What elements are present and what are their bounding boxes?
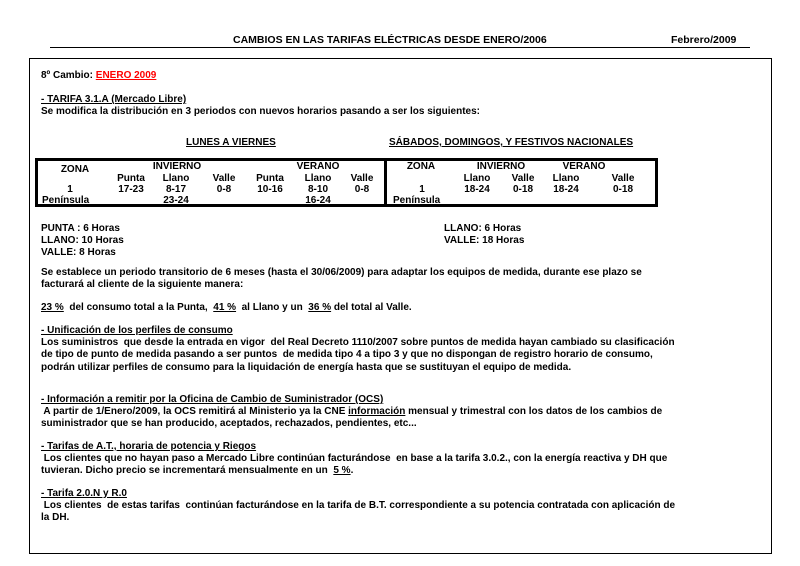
right-hours: 18-24 [464, 184, 490, 195]
tarifas-at-line-2 [41, 465, 353, 477]
left-period: Valle [350, 173, 374, 184]
left-zona-value: 1 [67, 184, 73, 195]
right-region: Península [393, 195, 441, 206]
tarifa31-intro: Se modifica la distribución en 3 periodos con nuevos horarios pasando a ser los siguientes: [41, 106, 480, 117]
perfiles-paragraph [41, 337, 760, 374]
left-period: Llano [304, 173, 332, 184]
llano-text: al Llano y un [236, 302, 309, 313]
tarifas-at-text-a: tuvieran. Dicho precio se incrementará mensualmente en un [41, 465, 334, 476]
left-hours: 10-16 [257, 184, 283, 195]
schedule-table-divider [384, 158, 387, 207]
left-hours-extra: 16-24 [305, 195, 331, 206]
punta-percentage: 23 % [41, 302, 64, 313]
ocs-text-b: mensual y trimestral con los datos de los cambios de [405, 406, 663, 417]
right-period: Valle [511, 173, 535, 184]
cambio-line [41, 70, 156, 82]
left-hours-extra: 23-24 [163, 195, 189, 206]
summary-punta: PUNTA : 6 Horas [41, 223, 120, 234]
transitorio-paragraph [41, 267, 760, 292]
right-zona-header: ZONA [406, 161, 436, 172]
right-period: Llano [552, 173, 580, 184]
left-hours: 8-17 [165, 184, 186, 195]
left-period: Punta [256, 173, 284, 184]
tarifas-at-percentage: 5 % [333, 465, 351, 476]
left-hours: 8-10 [307, 184, 328, 195]
right-invierno-header: INVIERNO [476, 161, 526, 172]
left-verano-header: VERANO [296, 161, 340, 172]
transitorio-line: Se establece un periodo transitorio de 6 meses (hasta el 30/06/2009) para adaptar los equipos de medida, durante ese plazo se [41, 267, 642, 278]
left-hours: 0-8 [354, 184, 370, 195]
left-region: Península [42, 195, 90, 206]
summary-weekend-llano: LLANO: 6 Horas [444, 223, 522, 234]
tarifas-at-text-b: . [350, 465, 354, 476]
right-period: Llano [463, 173, 491, 184]
document-title: CAMBIOS EN LAS TARIFAS ELÉCTRICAS DESDE ENERO/2006 [233, 34, 547, 46]
ocs-heading: - Información a remitir por la Oficina de Cambio de Suministrador (OCS) [41, 394, 384, 405]
tarifa31-heading: - TARIFA 3.1.A (Mercado Libre) [41, 94, 187, 105]
cambio-label: ENERO 2009 [95, 70, 157, 81]
tarifas-at-line-1: Los clientes que no hayan paso a Mercado Libre continúan facturándose en base a la tarifa 3.0.2., con la energía reactiva y DH que [41, 453, 668, 464]
perfiles-line: podrán utilizar perfiles de consumo para la liquidación de energía hasta que se sustituyan el equipo de medida. [41, 361, 572, 373]
valle-percentage: 36 % [308, 302, 332, 313]
tarifas-at-heading: - Tarifas de A.T., horaria de potencia y Riegos [41, 441, 257, 452]
document-date: Febrero/2009 [671, 34, 737, 46]
summary-valle: VALLE: 8 Horas [41, 247, 116, 258]
tarifa20-line-2: la DH. [41, 512, 70, 523]
ocs-line-2: suministrador que se han producido, aceptados, rechazados, pendientes, etc... [41, 418, 417, 429]
schedule-weekdays-header: LUNES A VIERNES [186, 137, 276, 148]
right-verano-header: VERANO [562, 161, 606, 172]
left-invierno-header: INVIERNO [152, 161, 202, 172]
left-zona-header: ZONA [60, 164, 90, 175]
ocs-line-1 [41, 406, 662, 418]
ocs-text-a: A partir de 1/Enero/2009, la OCS remitirá al Ministerio ya la CNE [41, 406, 349, 417]
summary-weekend-valle: VALLE: 18 Horas [444, 235, 525, 246]
right-hours: 0-18 [612, 184, 633, 195]
perfiles-line: de tipo de punto de medida pasando a ser puntos de medida tipo 4 a tipo 3 y que no dispongan de registro horario de consumo, [41, 349, 653, 361]
ocs-informacion-link[interactable]: información [348, 406, 406, 417]
summary-llano: LLANO: 10 Horas [41, 235, 124, 246]
punta-text: del consumo total a la Punta, [63, 302, 214, 313]
left-hours: 0-8 [216, 184, 232, 195]
left-hours: 17-23 [118, 184, 144, 195]
left-period: Valle [212, 173, 236, 184]
tarifa20-heading: - Tarifa 2.0.N y R.0 [41, 488, 127, 499]
cambio-prefix: 8º Cambio: [41, 70, 96, 81]
schedule-weekends-header: SÁBADOS, DOMINGOS, Y FESTIVOS NACIONALES [389, 137, 634, 148]
right-period: Valle [611, 173, 635, 184]
right-hours: 18-24 [553, 184, 579, 195]
right-zona-value: 1 [419, 184, 425, 195]
header-rule [50, 47, 750, 48]
left-period: Punta [117, 173, 145, 184]
llano-percentage: 41 % [213, 302, 237, 313]
perfiles-heading: - Unificación de los perfiles de consumo [41, 325, 233, 336]
perfiles-line: Los suministros que desde la entrada en vigor del Real Decreto 1110/2007 sobre puntos de medida hayan cambiado su clasificación [41, 337, 675, 348]
percentages-line [41, 302, 412, 314]
tarifa20-line-1: Los clientes de estas tarifas continúan facturándose en la tarifa de B.T. correspondiente a su potencia contratada con aplicación de [41, 500, 676, 511]
right-hours: 0-18 [512, 184, 533, 195]
left-period: Llano [162, 173, 190, 184]
transitorio-line: facturará al cliente de la siguiente manera: [41, 279, 244, 291]
valle-text: del total al Valle. [331, 302, 412, 313]
